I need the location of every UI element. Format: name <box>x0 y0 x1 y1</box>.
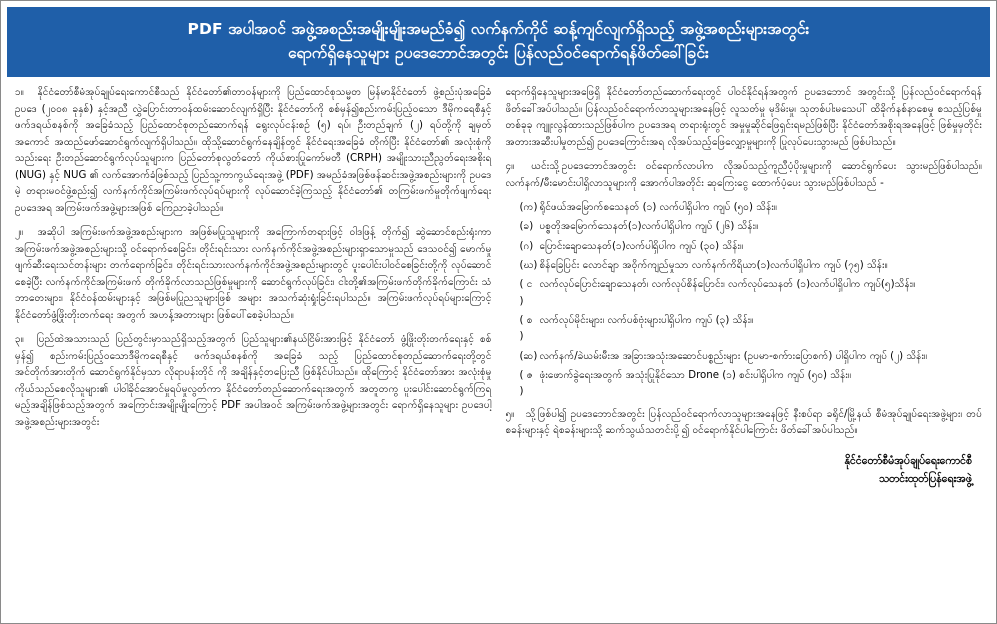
paragraph-5 <box>506 159 983 192</box>
list-item-marker: (ဆ) <box>519 350 538 362</box>
list-item-marker: ( င ) <box>519 279 533 307</box>
list-item <box>506 313 983 346</box>
list-item <box>506 277 983 310</box>
list-item-marker: ( ဇ ) <box>519 369 533 398</box>
list-item-marker: ( စ ) <box>519 315 533 343</box>
list-item-text: ရိုင်ဖယ်အမြောက်စသေနတ် (၁) လက်ပါရှိပါက ကျပ် (၅၀) သိန်း။ <box>539 202 778 214</box>
paragraph-2 <box>15 225 492 324</box>
paragraph-6-text: သို့ဖြစ်ပါ၍ ဥပဒေဘောင်အတွင်း ပြန်လည်ဝင်ရောက်လာသူများအနေဖြင့် နီးစပ်ရာ ခရိုင်/မြို့နယ် စီမံအုပ်ချုပ်ရေးအဖွဲ့များ၊ တပ်စခန်းများနှင့် ရဲစခန်းများသို့ ဆက်သွယ်သတင်းပို့၍ ဝင်ရောက်နိုင်ပါကြောင်း ဖိတ်ခေါ်အပ်ပါသည်။ <box>505 408 982 437</box>
list-item-text: ဖုံးဖောက်ခွဲရေးအတွက် အသုံးပြုနိုင်သော Drone (၁) စင်းပါရှိပါက ကျပ် (၅၀) သိန်း။ <box>539 369 852 381</box>
paragraph-6 <box>506 407 983 440</box>
list-item-text: ပစ္စတိုအမြောက်သေနတ်(၁)လက်ပါရှိပါက ကျပ် (၂၆) သိန်း။ <box>539 221 759 233</box>
list-item-marker: (ဃ) <box>519 260 538 272</box>
list-item-text: ပြောင်းချောသေနတ်(၁)လက်ပါရှိပါက ကျပ် (၃၀) သိန်း။ <box>539 240 744 252</box>
right-column <box>506 85 983 488</box>
list-item <box>506 239 983 255</box>
list-item <box>506 258 983 274</box>
paragraph-4-continuation <box>506 85 983 151</box>
banner-title-line-2: ရောက်ရှိနေသူများ ဥပဒေဘောင်အတွင်း ပြန်လည်ဝင်ရောက်ရန်ဖိတ်ခေါ်ခြင်း <box>288 44 709 63</box>
list-item <box>506 200 983 216</box>
paragraph-4-text: ရောက်ရှိနေသူများအဖြေရှိ နိုင်ငံတော်တည်ဆောက်ရေးတွင် ပါဝင်နိုင်ရန်အတွက် ဥပဒေဘောင် အတွင်းသို့ ပြန်လည်ဝင်ရောက်ရန် ဖိတ်ခေါ်အပ်ပါသည်။ ပြန်လည်ဝင်ရောက်လာသူများအနေဖြင့် လူသတ်မှု မုဒိမ်းမှု၊ သုတစ်ပါးမသေပါ် ထိခိုက်နစ်နာစေမှု စသည့်ပြစ်မှုတစ်ခုခု ကျူးလွန်ထားသည်ဖြစ်ပါက ဥပဒေအရ တရားရုံးတွင် အမှုမှုဆိုင်ဖြေရှင်းရမည်ဖြစ်ပြီး နိုင်ငံတော်အစိုးရအနေဖြင့် ဖြစ်မှုမှတိုင်း အတားအဆီးပါမှုတည်၍ ဥပဒေကြောင်းအရ လိုအပ်သည့်ဖြေလျှော့မှုများကို ပြုလုပ်ပေးသွားမည် ဖြစ်ပါသည်။ <box>505 87 982 148</box>
paragraph-1 <box>15 85 492 217</box>
list-item-text: စိန်ခြေပြင်း လောင်ချာ အဝိုက်ကျည်မှုသာ လက်နက်ကိရိယာ(၁)လက်ပါရှိပါက ကျပ် (၇၅) သိန်း။ <box>539 260 888 272</box>
paragraph-3-number: ၃။ <box>15 334 24 346</box>
paragraph-3 <box>15 332 492 431</box>
paragraph-3-text: ပြည်ထဲအသားသည် ပြည်တွင်းမှာသည်ရှိသည့်အတွက် ပြည်သူများ၏နယ်ငြိမ်းအားဖြင့် နိုင်ငံတော် ဖွံ့ဖြိုးတိုးတက်ရေးနှင့် စစ်မှန်၍ စည်းကမ်းပြည့်ဝသောဒီမိုကရေစီနှင့် ဖက်ဒရယ်စနစ်ကို အခြေခံ သည့် ပြည်ထောင်စုတည်ဆောက်ရေးတို့တွင် အင်တိုက်အားတိုက် ဆောင်ရွက်နိုင်မှသာ လိုရာပန်းတိုင် ကို အချိန်နှင့်တပြေးညီ ဖြစ်နိုင်ပါသည်။ ထိုကြောင့် နိုင်ငံတော်အား အလုံးစုံမှုကိုယ်သည်စေလိုသူများ၏ ပါဝါခိုင်အောင်မှုရပ်မှုလွတ်ကာ နိုင်ငံတော်တည်ဆောက်ရေးအတွက် အတူတကွ ပူးပေါင်းဆောင်ရွက်ကြရမည့်အချိန်ဖြစ်သည့်အတွက် အကြောင်းအမျိုးမျိုးကြောင့် PDF အပါအဝင် အကြမ်းဖက်အဖွဲ့များအတွင်း ရောက်ရှိနေသူများ ဥပဒေပါ့ အဖွဲ့အစည်းများအတွင်း <box>15 334 492 428</box>
banner-title-line-1: PDF အပါအဝင် အဖွဲ့အစည်းအမျိုးမျိုးအမည်ခံ၍ လက်နက်ကိုင် ဆန့်ကျင်လျက်ရှိသည့် အဖွဲ့အစည်းများအတွင်း <box>187 20 810 38</box>
list-item <box>506 368 983 401</box>
list-item <box>506 219 983 235</box>
paragraph-2-number: ၂။ <box>15 227 24 239</box>
signature-line-2: သတင်းထုတ်ပြန်ရေးအဖွဲ့ <box>878 472 972 485</box>
left-column <box>15 85 492 488</box>
document-body <box>7 77 990 488</box>
paragraph-6-number: ၅။ <box>505 408 515 420</box>
paragraph-1-number: ၁။ <box>15 87 24 99</box>
list-item-text: လက်လုပ်မိုင်းများ၊ လက်ပစ်ဗုံးများပါရှိပါက ကျပ် (၃) သိန်း။ <box>539 315 754 326</box>
list-item-text: လက်လုပ်ပြောင်းချောသေနတ်၊ လက်လုပ်စိန်ပြောင်း၊ လက်လုပ်သေနတ် (၁)လက်ပါရှိပါက ကျပ်(၅)သိန်း။ <box>539 279 916 291</box>
list-item <box>506 349 983 365</box>
paragraph-1-text: နိုင်ငံတော်စီမံအုပ်ချုပ်ရေးကောင်စီသည် နိုင်ငံတော်၏တာဝန်များကို ပြည်ထောင်စုသမ္မတ မြန်မာနိုင်ငံတော် ဖွဲ့စည်းပုံအခြေခံဥပဒေ (၂၀၀၈ ခုနှစ်) နှင့်အညီ လွှဲပြောင်းတာဝန်ထမ်းဆောင်လျက်ရှိပြီး နိုင်ငံတော်ကို စစ်မှန်၍စည်းကမ်းပြည့်ဝသော ဒီမိုကရေစီနှင့်ဖက်ဒရယ်စနစ်ကို အခြေခံသည့် ပြည်ထောင်စုတည်ဆောက်ရန် ရွေးလုပ်ငန်းစဉ် (၅) ရပ်၊ ဦးတည်ချက် (၂) ရပ်တို့ကို ချမှတ်အကောင် အထည်ဖော်ဆောင်ရွက်လျက်ရှိပါသည်။ ထိုသို့ဆောင်ရွက်နေချိန်တွင် နိုင်ငံရေးအခြေခံ တိုက်ပြီး နိုင်ငံတော်၏ အလုံးစုံကိုသည်းရေး ဦးတည်ဆောင်ရွက်လုပ်သူများက ပြည်တော်စုလွတ်တော် ကိုယ်စားပြုကော်မတီ (CRPH) အမျိုးသားညီညွတ်ရေးအစိုးရ (NUG) နှင့် NUG ၏ လက်အောက်ခံဖြစ်သည့် ပြည်သူ့ကာကွယ်ရေးအဖွဲ့ (PDF) အမည်ခံအဖြစ်ဖန်ဆင်းအဖွဲ့အစည်းများကို ဥပဒေမဲ့ တရားမဝင်ဖွဲ့စည်း၍ လက်နက်ကိုင်အကြမ်းဖက်လုပ်ရပ်များကို လုပ်ဆောင်ခဲ့ကြသည့် နိုင်ငံတော်၏ တကြမ်းဖက်မှုတိုက်ဖျက်ရေး ဥပဒေအရ အကြမ်းဖက်အဖွဲ့များအဖြစ် ကြေညာခဲ့ပါသည်။ <box>15 87 492 214</box>
list-item-marker: (ဂ) <box>519 240 534 252</box>
list-item-text: လက်နက်/ခဲယမ်းမီးအ အခြားအသုံးအဆောင်ပစ္စည်းများ (ဥပမာ-စက်ားပြောစက်) ပါရှိပါက ကျပ် (၂) သိန်း။ <box>539 350 928 362</box>
list-item-marker: (က) <box>519 202 538 214</box>
paragraph-5-number: ၄။ <box>505 161 515 173</box>
paragraph-2-text: အဆိုပါ အကြမ်းဖက်အဖွဲ့အစည်းများက အဖြစ်မပြုသူများကို အကြောက်တရားဖြင့် ဝါဒဖြန့် တိုက်၍ ဆွဲဆောင်စည်းရုံးကာ အကြမ်းဖက်အဖွဲ့အစည်းများသို့ ဝင်ရောက်စေခြင်း၊ တိုင်းရင်းသား လက်နက်ကိုင်အဖွဲ့အစည်းများရှာသောမှုသည် ဒေသဝင်၍ မောက်မှုဖျက်ဆီးရေးသင်တန်းများ တက်ရောက်ခြင်း၊ တိုင်းရင်းသားလက်နက်ကိုင်အဖွဲ့အစည်းများတွင် ပူးပေါင်းပါဝင်စေခြင်းတို့ကို လုပ်ဆောင်စေခဲ့ပြီး လက်နက်ကိုင်အကြမ်းဖက် တိုက်ခိုက်လာသည်ဖြစ်မှုများကို ဆောင်ရွက်လုပ်ခြင်း၊ ငါးတို့၏အကြမ်းဖက်တိုက်ခိုက်ကြောင်း သံဘာတေးများ၊ နိုင်ငံဝန်ထမ်းများနှင့် အဖြစ်မပြုညသူများဖြစ် အများ အသက်ဆုံးရှုံးခြင်းရပါသည်။ အကြမ်းဖက်လုပ်ရပ်များကြောင့် နိုင်ငံတော်ဖွံ့ဖြိုးတိုးတက်ရေး အတွက် အဟန့်အတားများ ဖြစ်ပေါ်စေခဲ့ပါသည်။ <box>15 227 492 321</box>
reward-list <box>506 200 983 400</box>
paragraph-5-text: ယင်းသို့ဥပဒေဘောင်အတွင်း ဝင်ရောက်လာပါက လိုအပ်သည့်ကူညီပံ့ပိုးမှုများကို ဆောင်ရွက်ပေး သွားမည်ဖြစ်ပါသည်။ လက်နက်/မီးမောင်းပါရှိလာသူများကို အောက်ပါအတိုင်း ဆုကြေးငွေ ထောက်ပံ့ပေး သွားမည်ဖြစ်ပါသည် - <box>505 161 982 189</box>
signature-line-1: နိုင်ငံတော်စီမံအုပ်ချုပ်ရေးကောင်စီ <box>844 454 972 467</box>
signature-block <box>506 452 983 488</box>
document-banner <box>7 7 990 77</box>
list-item-marker: (ခ) <box>519 221 534 233</box>
